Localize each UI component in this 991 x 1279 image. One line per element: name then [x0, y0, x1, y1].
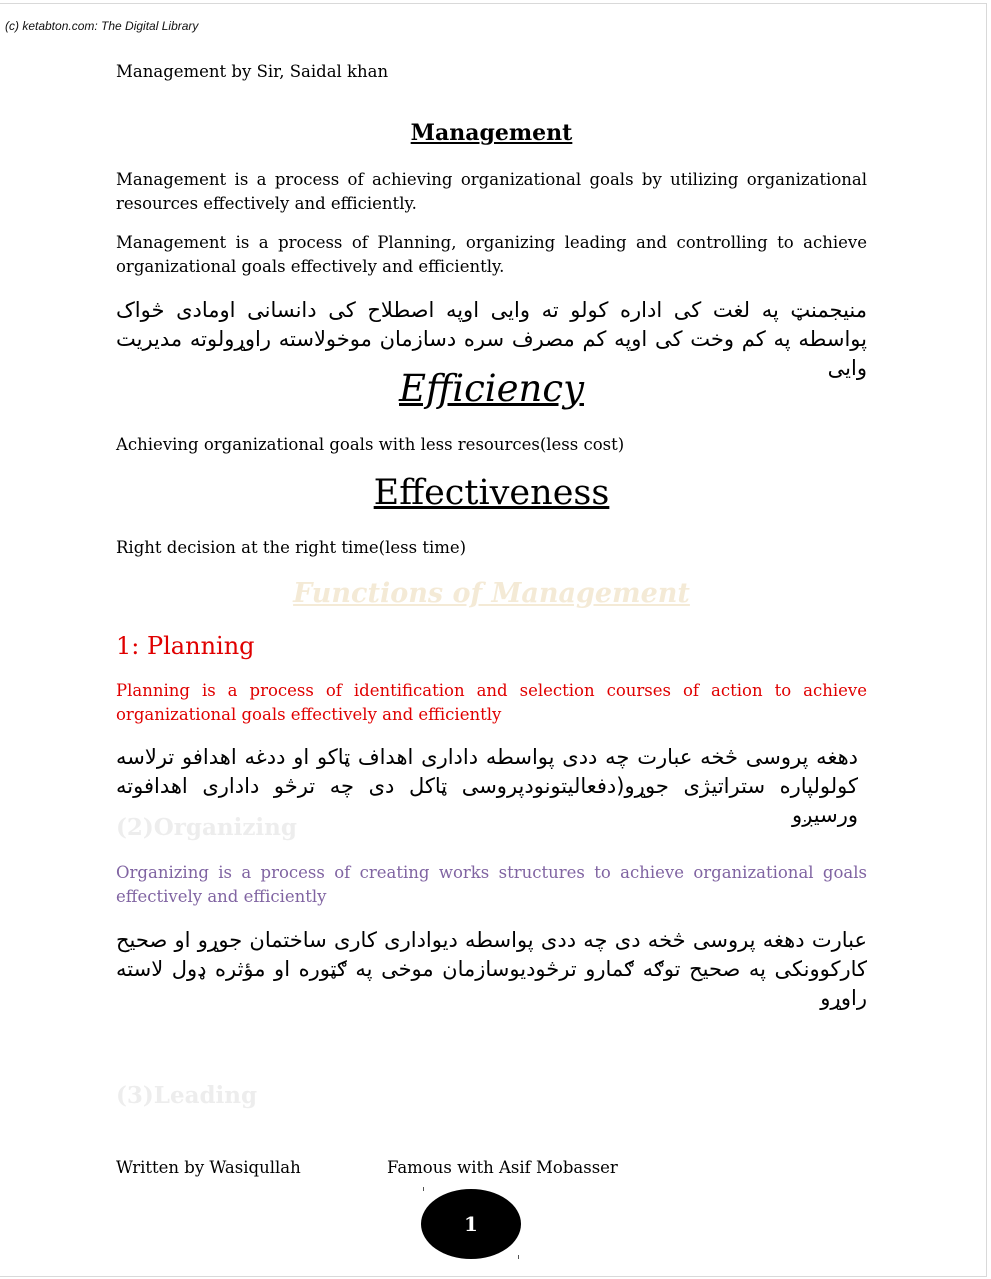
organizing-urdu-text: عبارت دهغه پروسی څخه دی چه ددی پواسطه دیواداری کاری ساختمان جوړو او صحیح کارکوونکی په صحیح توګه ګمارو ترڅودیوسازمان موخی په ګټوره او مؤثره ډول لاسته راوړو	[116, 928, 867, 1010]
efficiency-heading: Efficiency	[399, 367, 584, 410]
functions-heading: Functions of Management	[293, 578, 690, 609]
efficiency-text: Achieving organizational goals with less resources(less cost)	[116, 435, 625, 454]
effectiveness-heading: Effectiveness	[373, 473, 610, 513]
management-heading: Management	[410, 120, 573, 146]
footer-written-by: Written by Wasiqullah	[116, 1158, 301, 1177]
leading-heading: (3)Leading	[116, 1082, 258, 1109]
management-definition-1: Management is a process of achieving organizational goals by utilizing organizational resources effectively and efficiently.	[116, 170, 867, 213]
footer-tick	[423, 1187, 424, 1191]
planning-heading: 1: Planning	[116, 632, 255, 660]
management-urdu-text: منیجمنټ په لغت کی اداره کولو ته وایی اوپه اصطلاح کی دانسانی اومادی څواک پواسطه په کم وخت کی اوپه کم مصرف سره دسازمان موخولاسته راوړولوته مدیریت وایی	[116, 298, 867, 380]
organizing-heading: (2)Organizing	[116, 814, 297, 841]
management-definition-2: Management is a process of Planning, organizing leading and controlling to achieve organizational goals effectively and efficiently.	[116, 233, 867, 276]
planning-urdu-text: دهغه پروسی څخه عبارت چه ددی پواسطه داداری اهداف ټاکو او ددغه اهدافو ترلاسه کولولپاره ستراتیژی جوړو(دفعالیتونودپروسی ټاکل دی چه ترڅو داداری اهدافوته ورسیږو	[116, 745, 858, 827]
watermark: (c) ketabton.com: The Digital Library	[5, 19, 199, 33]
footer-tick	[518, 1255, 519, 1259]
effectiveness-text: Right decision at the right time(less time)	[116, 538, 467, 557]
page-number-badge: 1	[421, 1189, 521, 1259]
planning-text: Planning is a process of identification and selection courses of action to achieve organizational goals effectively and efficiently	[116, 681, 867, 724]
organizing-text: Organizing is a process of creating works structures to achieve organizational goals effectively and efficiently	[116, 863, 867, 906]
author-line: Management by Sir, Saidal khan	[116, 62, 389, 81]
footer-famous-with: Famous with Asif Mobasser	[387, 1158, 618, 1177]
